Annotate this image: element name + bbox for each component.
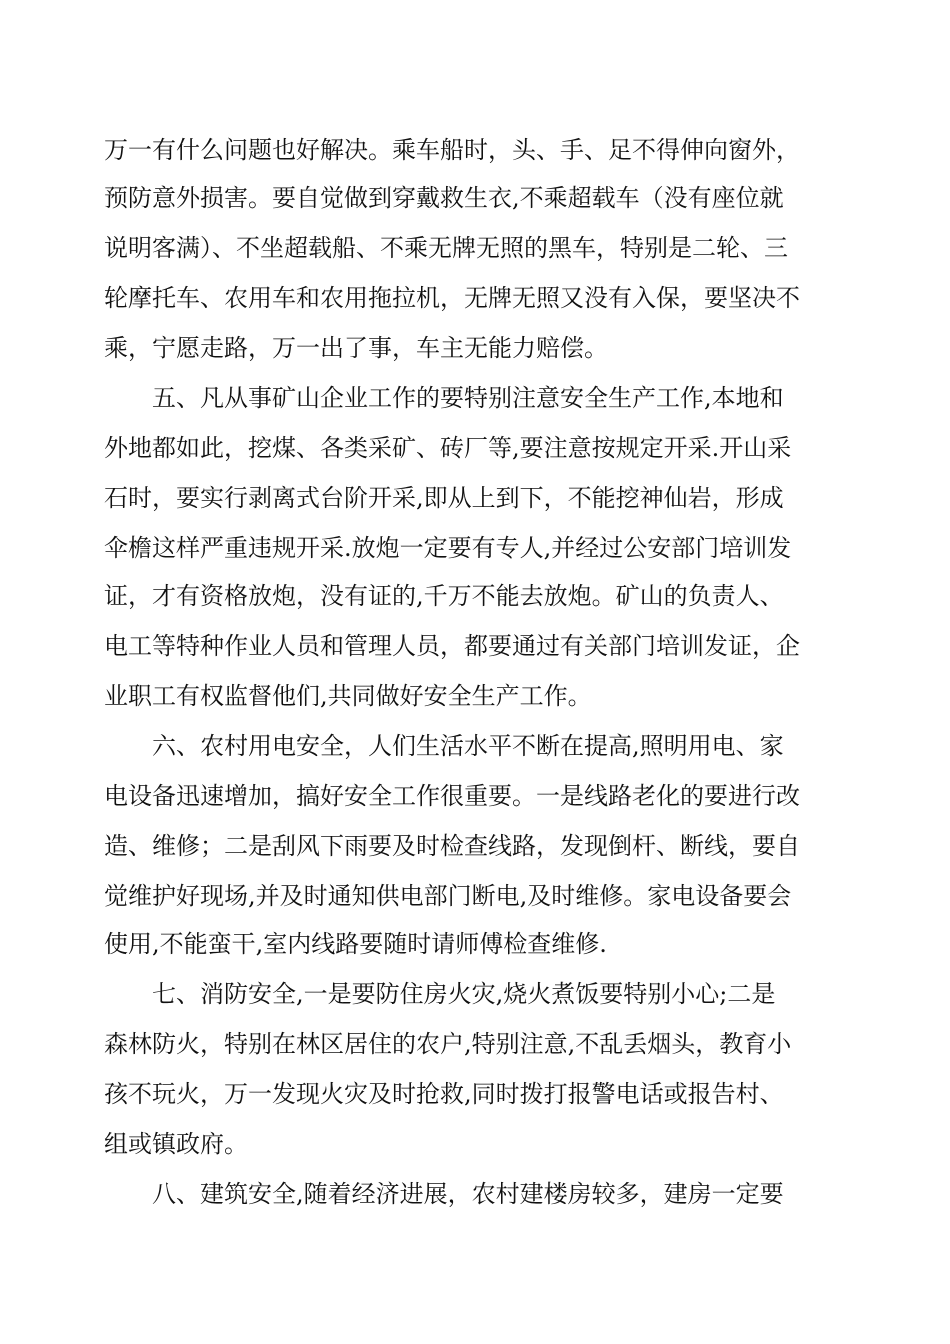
text-line: 预防意外损害。要自觉做到穿戴救生衣,不乘超载车（没有座位就 bbox=[104, 184, 784, 212]
text-line: 外地都如此，挖煤、各类采矿、砖厂等,要注意按规定开采.开山采 bbox=[104, 434, 792, 462]
text-line: 轮摩托车、农用车和农用拖拉机，无牌无照又没有入保，要坚决不 bbox=[104, 284, 800, 312]
text-line: 使用,不能蛮干,室内线路要随时请师傅检查维修. bbox=[104, 930, 607, 958]
text-line: 森林防火，特别在林区居住的农户,特别注意,不乱丢烟头，教育小 bbox=[104, 1030, 792, 1058]
text-line: 六、农村用电安全，人们生活水平不断在提高,照明用电、家 bbox=[152, 732, 784, 760]
text-line: 乘，宁愿走路，万一出了事，车主无能力赔偿。 bbox=[104, 334, 608, 362]
text-line: 电设备迅速增加，搞好安全工作很重要。一是线路老化的要进行改 bbox=[104, 782, 800, 810]
text-line: 石时，要实行剥离式台阶开采,即从上到下，不能挖神仙岩，形成 bbox=[104, 484, 784, 512]
text-line: 证，才有资格放炮，没有证的,千万不能去放炮。矿山的负责人、 bbox=[104, 582, 784, 610]
text-line: 造、维修；二是刮风下雨要及时检查线路，发现倒杆、断线，要自 bbox=[104, 832, 800, 860]
text-line: 说明客满）、不坐超载船、不乘无牌无照的黑车，特别是二轮、三 bbox=[104, 234, 788, 262]
text-line: 七、消防安全,一是要防住房火灾,烧火煮饭要特别小心;二是 bbox=[152, 980, 776, 1008]
text-line: 觉维护好现场,并及时通知供电部门断电,及时维修。家电设备要会 bbox=[104, 882, 792, 910]
text-line: 业职工有权监督他们,共同做好安全生产工作。 bbox=[104, 682, 592, 710]
text-line: 电工等特种作业人员和管理人员，都要通过有关部门培训发证，企 bbox=[104, 632, 800, 660]
text-line: 五、凡从事矿山企业工作的要特别注意安全生产工作,本地和 bbox=[152, 384, 784, 412]
text-line: 伞檐这样严重违规开采.放炮一定要有专人,并经过公安部门培训发 bbox=[104, 534, 792, 562]
text-line: 八、建筑安全,随着经济进展，农村建楼房较多，建房一定要 bbox=[152, 1180, 784, 1208]
text-line: 组或镇政府。 bbox=[104, 1130, 248, 1158]
text-line: 万一有什么问题也好解决。乘车船时，头、手、足不得伸向窗外， bbox=[104, 136, 800, 164]
text-line: 孩不玩火，万一发现火灾及时抢救,同时拨打报警电话或报告村、 bbox=[104, 1080, 784, 1108]
